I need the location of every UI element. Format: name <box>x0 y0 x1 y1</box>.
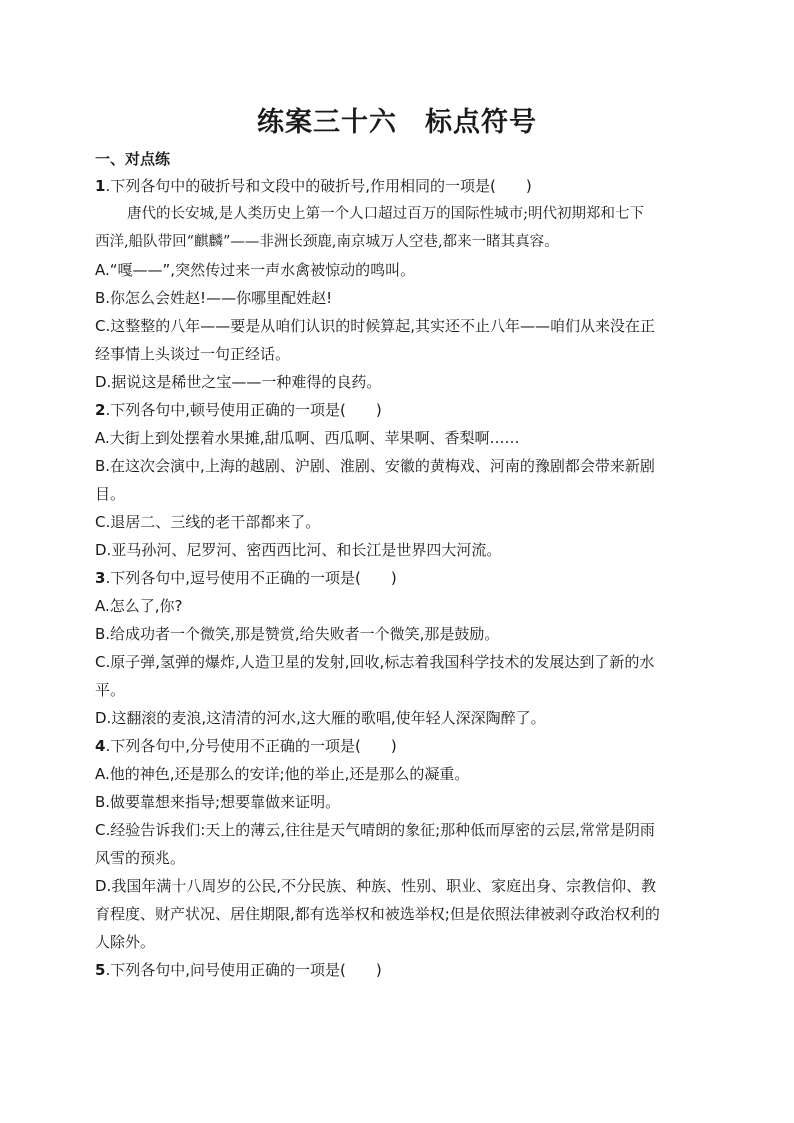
question-4 <box>95 732 705 956</box>
question-stem <box>95 564 705 592</box>
option-a: A.“嘎——”,突然传过来一声水禽被惊动的鸣叫。 <box>95 261 416 279</box>
question-number: 3 <box>95 569 106 587</box>
exercise-content <box>95 146 705 984</box>
option-c: C.退居二、三线的老干部都来了。 <box>95 513 321 531</box>
option-d-continued: 育程度、财产状况、居住期限,都有选举权和被选举权;但是依照法律被剥夺政治权利的 <box>95 905 660 923</box>
question-stem <box>95 172 705 200</box>
option-b: B.你怎么会姓赵!——你哪里配姓赵! <box>95 289 333 307</box>
question-2 <box>95 396 705 564</box>
question-number: 4 <box>95 737 106 755</box>
option-c: C.经验告诉我们:天上的薄云,往往是天气晴朗的象征;那种低而厚密的云层,常常是阴雨 <box>95 821 655 839</box>
question-1 <box>95 172 705 396</box>
option-a: A.大街上到处摆着水果摊,甜瓜啊、西瓜啊、苹果啊、香梨啊…… <box>95 429 520 447</box>
question-text: .下列各句中,分号使用不正确的一项是( ) <box>105 737 397 755</box>
question-number: 1 <box>95 177 106 195</box>
question-5 <box>95 956 705 984</box>
passage-line: 西洋,船队带回“麒麟”——非洲长颈鹿,南京城万人空巷,都来一睹其真容。 <box>95 234 559 250</box>
question-text: .下列各句中的破折号和文段中的破折号,作用相同的一项是( ) <box>105 177 532 195</box>
option-d: D.据说这是稀世之宝——一种难得的良药。 <box>95 373 382 391</box>
option-d: D.这翻滚的麦浪,这清清的河水,这大雁的歌唱,使年轻人深深陶醉了。 <box>95 709 546 727</box>
option-c: C.这整整的八年——要是从咱们认识的时候算起,其实还不止八年——咱们从来没在正 <box>95 317 656 335</box>
option-b: B.给成功者一个微笑,那是赞赏,给失败者一个微笑,那是鼓励。 <box>95 625 500 643</box>
question-number: 5 <box>95 961 106 979</box>
question-text: .下列各句中,逗号使用不正确的一项是( ) <box>105 569 397 587</box>
option-b-continued: 目。 <box>95 485 126 503</box>
question-text: .下列各句中,问号使用正确的一项是( ) <box>105 961 382 979</box>
question-stem <box>95 732 705 760</box>
question-stem <box>95 956 705 984</box>
passage-line: 唐代的长安城,是人类历史上第一个人口超过百万的国际性城市;明代初期郑和七下 <box>127 206 644 222</box>
option-a: A.他的神色,还是那么的安详;他的举止,还是那么的凝重。 <box>95 765 470 783</box>
option-b: B.在这次会演中,上海的越剧、沪剧、淮剧、安徽的黄梅戏、河南的豫剧都会带来新剧 <box>95 457 655 475</box>
option-c: C.原子弹,氢弹的爆炸,人造卫星的发射,回收,标志着我国科学技术的发展达到了新的水 <box>95 653 655 671</box>
question-number: 2 <box>95 401 106 419</box>
question-3 <box>95 564 705 732</box>
option-b: B.做要靠想来指导;想要靠做来证明。 <box>95 793 341 811</box>
option-d: D.我国年满十八周岁的公民,不分民族、种族、性别、职业、家庭出身、宗教信仰、教 <box>95 877 657 895</box>
option-c-continued: 经事情上头谈过一句正经话。 <box>95 345 291 363</box>
option-c-continued: 风雪的预兆。 <box>95 849 186 867</box>
page-title: 练案三十六 标点符号 <box>257 107 537 138</box>
question-text: .下列各句中,顿号使用正确的一项是( ) <box>105 401 382 419</box>
option-c-continued: 平。 <box>95 681 126 699</box>
option-a: A.怎么了,你? <box>95 597 183 615</box>
section-heading: 一、对点练 <box>95 150 171 168</box>
option-d: D.亚马孙河、尼罗河、密西西比河、和长江是世界四大河流。 <box>95 541 502 559</box>
option-d-continued: 人除外。 <box>95 933 156 951</box>
question-stem <box>95 396 705 424</box>
